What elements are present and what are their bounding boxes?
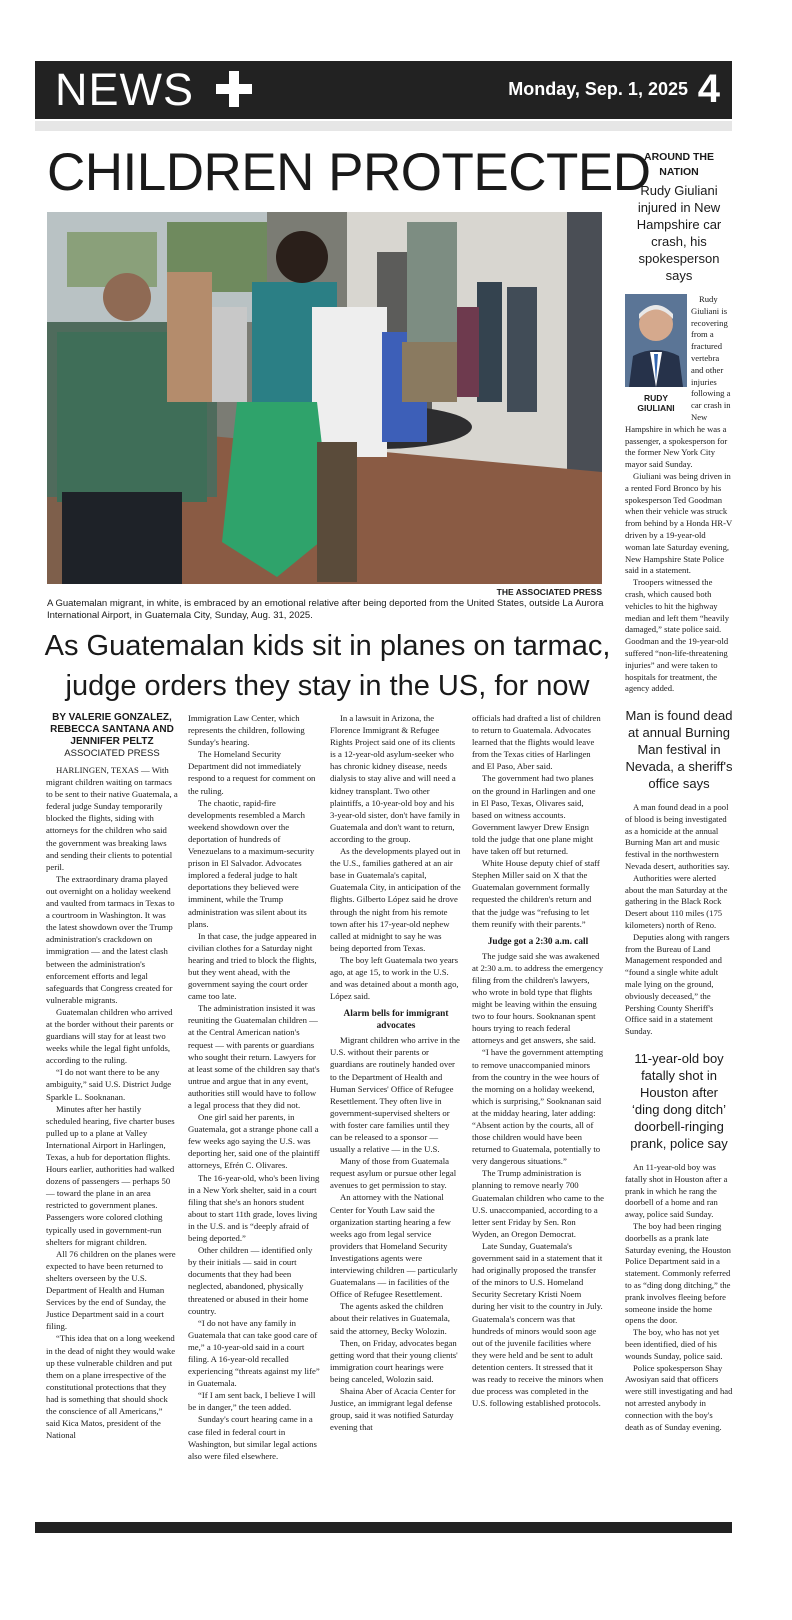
photo-credit: THE ASSOCIATED PRESS — [496, 587, 602, 597]
paragraph: Troopers witnessed the crash, which caused both vehicles to hit the highway median and left them “heavily damaged,” state police said. Goodman and the 19-year-old suffered “non-life-threatening injuries” and were taken to hospitals for treatment, the agency added. — [625, 577, 730, 694]
sidebar-story-2 — [625, 802, 733, 1038]
paragraph: “I do not have any family in Guatemala that can take good care of me,” a 10-year-old said in a court filing. A 16-year-old recalled experiencing “threats against my life” in Guatemala. — [188, 1317, 320, 1389]
sidebar-story-3 — [625, 1162, 733, 1433]
paragraph: The government had two planes on the ground in Harlingen and one in El Paso, Texas, Olivares said, based on witness accounts. Government lawyer Drew Ensign told the judge that one plane might have taken off but returned. — [472, 773, 596, 857]
story-column-3 — [330, 712, 462, 1433]
paragraph: Guatemalan children who arrived at the border without their parents or guardians will stay for at least two weeks while the legal fight unfolds, according to the ruling. — [46, 1006, 174, 1066]
paragraph: In a lawsuit in Arizona, the Florence Immigrant & Refugee Rights Project said one of its clients is a 12-year-old asylum-seeker who has chronic kidney disease, needs dialysis to stay alive and will need a kidney transplant. Two other plaintiffs, a 10-year-old boy and his 3-year-old sister, don't have family in Guatemala and don't want to return, according to the group. — [330, 713, 460, 844]
article-headline — [40, 626, 615, 706]
paragraph: officials had drafted a list of children to return to Guatemala. Advocates learned that the flights would leave from the Texas cities of Harlingen and El Paso, Aber said. — [472, 713, 601, 772]
paragraph: As the developments played out in the U.S., families gathered at an air base in Guatemala's capital, Guatemala City, in anticipation of the flights. Gilberto López said he drove through the night from his remote town after his 17-year-old nephew called at midnight to say he was being deported from Texas. — [330, 846, 461, 953]
paragraph: The extraordinary drama played out overnight on a holiday weekend and vaulted from tarmacs in Texas to a courtroom in Washington. It was the latest showdown over the Trump administration's crackdown on immigration — and the latest clash between the administration's enforcement efforts and legal safeguards that Congress created for vulnerable migrants. — [46, 873, 175, 1005]
paragraph: Then, on Friday, advocates began getting word that their young clients' immigration court hearings were being canceled, Wolozin said. — [330, 1337, 458, 1384]
paragraph: Giuliani was being driven in a rented Ford Bronco by his spokesperson Ted Goodman when their vehicle was struck from behind by a Honda HR-V driven by a 19-year-old woman late Saturday evening, New Hampshire State Police said in a statement. — [625, 470, 733, 576]
paragraph: HARLINGEN, TEXAS — With migrant children waiting on tarmacs to be sent to their native Guatemala, a federal judge Sunday temporarily blocked the flights, siding with attorneys for the children who said the government was breaking laws and sending their clients to potential peril. — [46, 765, 178, 872]
mugshot — [625, 294, 687, 413]
lead-photo-illustration — [47, 212, 602, 584]
paragraph: The 16-year-old, who's been living in a New York shelter, said in a court filing that she's an honors student about to start 11th grade, loves living in the U.S. and is “deeply afraid of being deported.” — [188, 1172, 320, 1244]
sidebar-headline: 11-year-old boy fatally shot in Houston after ‘ding dong ditch’ doorbell-ringing prank, police say — [630, 1051, 728, 1152]
paragraph: Sunday's court hearing came in a case filed in federal court in Washington, but similar legal actions also were filed elsewhere. — [188, 1414, 317, 1461]
paragraph: Minutes after her hastily scheduled hearing, five charter buses pulled up to a plane at Valley International Airport in Harlingen, Texas, a hub for deportation flights. Hours earlier, authorities had walked dozens of passengers — perhaps 50 — toward the plane in an area restricted to government planes. Passengers wore colored clothing typically used in government-run shelters for migrant children. — [46, 1103, 175, 1247]
paragraph: One girl said her parents, in Guatemala, got a strange phone call a few weeks ago saying the U.S. was deporting her, said one of the plaintiff attorneys, Efrén C. Olivares. — [188, 1112, 320, 1171]
subhead: Judge got a 2:30 a.m. call — [487, 936, 589, 947]
paragraph: An 11-year-old boy was fatally shot in Houston after a prank in which he rang the doorbell of a home and ran away, police said Sunday. — [625, 1162, 728, 1220]
photo-caption: A Guatemalan migrant, in white, is embraced by an emotional relative after being deported from the United States, outside La Aurora International Airport, in Guatemala City, Sunday, Aug. 31, 2025. — [47, 598, 604, 621]
paragraph: The boy left Guatemala two years ago, at age 15, to work in the U.S. and was detained about a month ago, López said. — [330, 954, 459, 1002]
sidebar-story-1 — [625, 294, 733, 695]
paragraph: Authorities were alerted about the man Saturday at the gathering in the Black Rock Desert about 110 miles (175 kilometers) north of Reno. — [625, 872, 728, 931]
paragraph: The judge said she was awakened at 2:30 a.m. to address the emergency filing from the children's lawyers, who wrote in bold type that flights might be leaving within the ensuing two to four hours. Sooknanan spent hours trying to reach federal attorneys and get answers, she said. — [472, 950, 604, 1046]
mugshot-label: RUDY GIULIANI — [637, 392, 675, 413]
page-headline: CHILDREN PROTECTED — [47, 143, 651, 202]
issue-date: Monday, Sep. 1, 2025 — [508, 79, 688, 99]
byline: BY VALERIE GONZALEZ, REBECCA SANTANA AND JENNIFER PELTZ — [50, 712, 174, 747]
sidebar-headline: Rudy Giuliani injured in New Hampshire car crash, his spokesperson says — [636, 183, 722, 283]
paragraph: The boy had been ringing doorbells as a prank late Saturday evening, the Houston Police Department said in a statement. Commonly referred to as “ding dong ditching,” the prank involves fleeing before someone inside the home opens the door. — [625, 1221, 731, 1326]
giuliani-photo — [625, 294, 687, 387]
paragraph: The administration insisted it was reuniting the Guatemalan children — at the Central American nation's request — with parents or guardians who sought their return. Lawyers for at least some of the children say that's untrue and argue that in any event, authorities still would have to follow a legal process that they did not. — [188, 1003, 320, 1110]
lead-photo — [47, 212, 602, 584]
paragraph: “I do not want there to be any ambiguity,” said U.S. District Judge Sparkle L. Sooknanan. — [46, 1067, 172, 1102]
around-the-nation-sidebar — [625, 150, 733, 1433]
masthead — [35, 61, 732, 119]
paragraph: Many of those from Guatemala request asylum or pursue other legal avenues to get permission to stay. — [330, 1156, 457, 1191]
paragraph: Police spokesperson Shay Awosiyan said that officers were still investigating and had not arrested anybody in connection with the boy's death as of Sunday evening. — [625, 1362, 733, 1432]
masthead-underline — [35, 121, 732, 131]
byline-organization: ASSOCIATED PRESS — [64, 748, 160, 759]
article-headline-line-1: As Guatemalan kids sit in planes on tarmac, — [44, 630, 611, 662]
sidebar-headline: Man is found dead at annual Burning Man festival in Nevada, a sheriff's office says — [625, 708, 733, 792]
story-column-2 — [188, 712, 320, 1462]
paragraph: In that case, the judge appeared in civilian clothes for a Saturday night hearing and tried to block the flights, but they went ahead, with the government saying the court order came too late. — [188, 930, 317, 1002]
subhead: Alarm bells for immigrant advocates — [343, 1009, 449, 1032]
paragraph: Migrant children who arrive in the U.S. without their parents or guardians are routinely handed over to the Department of Health and Human Services' Office of Refugee Resettlement. They often live in government-supervised shelters or with foster care families until they can be released to a sponsor — usually a relative — in the U.S. — [330, 1035, 460, 1155]
sidebar-kicker: AROUND THE NATION — [644, 151, 714, 178]
paragraph: Deputies along with rangers from the Bureau of Land Management responded and “found a single white adult male lying on the ground, obviously deceased,” the Pershing County Sheriff's Office said in a statement Sunday. — [625, 931, 730, 1037]
paragraph: The boy, who has not yet been identified, died of his wounds Sunday, police said. — [625, 1327, 723, 1361]
col1-body — [46, 764, 178, 1441]
section-name-text: NEWS — [55, 64, 194, 115]
paragraph: Rudy Giuliani is recovering from a fractured vertebra and other injuries following a car crash in New Hampshire in which he was a passenger, a spokesperson for the former New York City mayor said Sunday. — [625, 294, 731, 470]
article-headline-line-2: judge orders they stay in the US, for now — [65, 670, 590, 702]
story-column-1 — [46, 712, 178, 1441]
paragraph: The Homeland Security Department did not immediately respond to a request for comment on the ruling. — [188, 749, 316, 796]
paragraph: The agents asked the children about their relatives in Guatemala, said the attorney, Becky Wolozin. — [330, 1301, 450, 1336]
section-name — [55, 65, 254, 115]
paragraph: A man found dead in a pool of blood is being investigated as a homicide at the annual Burning Man art and music festival in the northwestern Nevada desert, authorities say. — [625, 802, 730, 872]
paragraph: Immigration Law Center, which represents the children, following Sunday's hearing. — [188, 713, 305, 748]
story-column-4 — [472, 712, 604, 1409]
paragraph: The chaotic, rapid-fire developments resembled a March weekend showdown over the deportation of hundreds of Venezuelans to a maximum-security prison in El Salvador. Advocates implored a federal judge to halt deportations they believed were imminent, while the Trump administration was silent about its plans. — [188, 797, 315, 929]
paragraph: White House deputy chief of staff Stephen Miller said on X that the Guatemalan government formally requested the children's return and that the judge was “refusing to let them reunify with their parents.” — [472, 858, 600, 929]
paragraph: All 76 children on the planes were expected to have been returned to shelters overseen by the U.S. Department of Health and Human Services by the end of Sunday, the Justice Department said in a court filing. — [46, 1248, 176, 1332]
paragraph: “If I am sent back, I believe I will be in danger,” the teen added. — [188, 1390, 316, 1413]
paragraph: “This idea that on a long weekend in the dead of night they would wake up these vulnerable children and put them on a plane irrespective of the constitutional protections that they had is something that should shock the conscience of all Americans,” said Kica Matos, president of the National — [46, 1333, 176, 1441]
footer-rule — [35, 1522, 732, 1533]
plus-icon — [214, 69, 254, 109]
paragraph: Shaina Aber of Acacia Center for Justice, an immigrant legal defense group, said it was notified Saturday evening that — [330, 1385, 456, 1433]
paragraph: Late Sunday, Guatemala's government said in a statement that it had originally proposed the transfer of the minors to U.S. Homeland Security Secretary Kristi Noem during her visit to the country in July. Guatemala's concern was that hundreds of minors would soon age out of the juvenile facilities where they were held and be sent to adult detention centers. It stressed that it was ready to receive the minors when due process was completed in the U.S. following established protocols. — [472, 1240, 604, 1409]
paragraph: “I have the government attempting to remove unaccompanied minors from the country in the wee hours of the morning on a holiday weekend, which is surprising,” Sooknanan said at the midday hearing, later adding: “Absent action by the courts, all of those children would have been returned to Guatemala, potentially to very dangerous situations.” — [472, 1047, 604, 1167]
page-number: 4 — [697, 67, 720, 111]
paragraph: The Trump administration is planning to remove nearly 700 Guatemalan children who came to the U.S. unaccompanied, according to a letter sent Friday by Sen. Ron Wyden, an Oregon Democrat. — [472, 1168, 604, 1239]
paragraph: An attorney with the National Center for Youth Law said the organization starting hearing a few weeks ago from legal service providers that Homeland Security Investigations agents were interviewing children — particularly Guatemalans — in facilities of the Office of Refugee Resettlement. — [330, 1192, 458, 1300]
paragraph: Other children — identified only by their initials — said in court documents that they had been neglected, abandoned, physically threatened or abused in their home country. — [188, 1245, 313, 1316]
